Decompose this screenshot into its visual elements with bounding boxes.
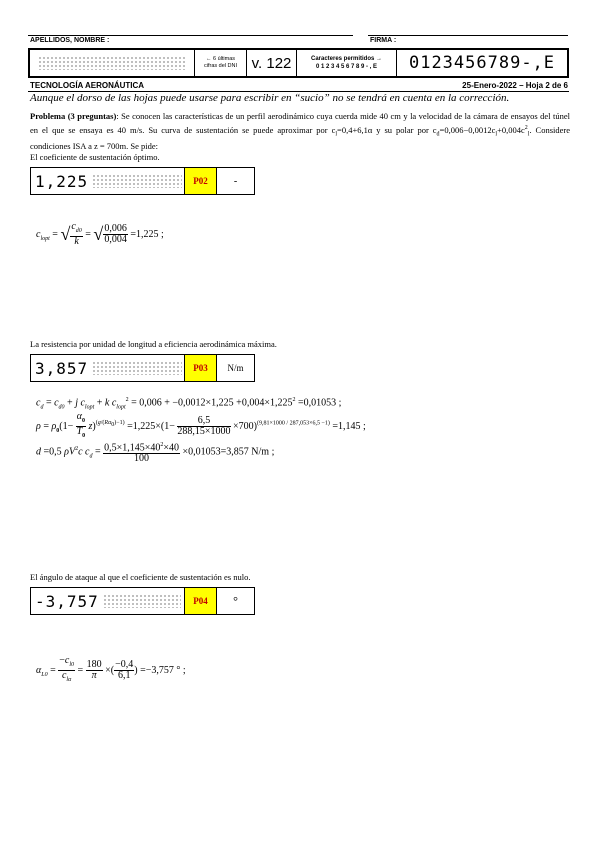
answer-value: 3,857 [35, 358, 89, 378]
answer-box [30, 354, 255, 382]
name-line [28, 35, 353, 36]
answer-value: 1,225 [35, 171, 89, 191]
answer-box [30, 587, 255, 615]
answer-unit [216, 588, 254, 614]
dni-note-line2: cifras del DNI [203, 63, 237, 69]
statement-part1: : Se conocen las características de un perfil aerodinámico cuya cuerda mide 40 cm y la velocidad de la cámara de ensayos del túnel en el que se ensaya es 40 m/s. Su curva de sustentación se puede aproximar por c [30, 111, 570, 135]
answer-input[interactable] [35, 359, 182, 377]
question-code [184, 168, 216, 194]
statement-part2: =0,4+6,1α y su polar por c [337, 124, 437, 135]
header-box [28, 48, 569, 78]
firma-label: FIRMA : [370, 37, 397, 44]
allowed-chars-list: 0 1 2 3 4 5 6 7 8 9 - , E [315, 64, 378, 70]
question-text: El coeficiente de sustentación óptimo. [30, 152, 160, 162]
question-code-text: P03 [193, 363, 208, 373]
equation-line: $c_d = c_{d0} + j$ $c_{lopt} + k$ $c_{lopt}^2 = 0,006 + -0,0012\times 1,225 +0,004\times 1,225^2 =0,01053$ ; [36, 397, 342, 411]
answer-unit-text: - [233, 175, 238, 187]
allowed-chars-display [396, 50, 567, 76]
equation-line: $c_{lopt}$ = √ $\frac{c_{d0}}{k}$ = √ $\frac{0,006}{0,004}$ =1,225 ; [36, 221, 164, 247]
question-code-text: P02 [193, 176, 208, 186]
problem-title: Problema (3 preguntas) [30, 111, 117, 121]
question-code [184, 355, 216, 381]
dni-note-line1: ← 6 últimas [205, 56, 236, 62]
answer-unit-text: ° [233, 593, 238, 608]
dni-input-boxes[interactable] [38, 56, 186, 70]
dni-note [194, 50, 246, 76]
equation-line: $\rho = \rho_0(1-$ $\frac{\alpha_0}{T_0}$ z)$^{(g/(R\alpha_0)-1)}$ =1,225×(1− $\frac{6,5}{288,15\times 1000}$ ×700)$^{(9,81\times 1000 / 287,053\times 6,5 -1)}$ =1,145 ; [36, 411, 366, 439]
answer-unit [216, 168, 254, 194]
statement-part5: . Considere condiciones ISA a z = 700m. Se pide: [30, 124, 571, 151]
allowed-chars-title: Caracteres permitidos → [310, 56, 383, 62]
answer-value: -3,757 [35, 591, 99, 611]
subject-title: TECNOLOGÍA AERONÁUTICA [30, 81, 145, 90]
notice: Aunque el dorso de las hojas puede usarse para escribir en “sucio” no se tendrá en cuenta en la corrección. [30, 92, 510, 104]
equation-line: $\alpha_{L0}$ = $\frac{-c_{l0}}{c_{l\alpha}}$ = $\frac{180}{\pi}$ ×( $\frac{-0,4}{6,1}$ ) =−3,757 ° ; [36, 655, 186, 683]
question-text: La resistencia por unidad de longitud a eficiencia aerodinámica máxima. [30, 339, 277, 349]
question-text: El ángulo de ataque al que el coeficiente de sustentación es nulo. [30, 572, 251, 582]
signature-line [368, 35, 568, 36]
answer-input[interactable] [35, 592, 181, 610]
answer-unit-text: N/m [227, 363, 244, 373]
version-text: v. 122 [251, 54, 292, 72]
date-page: 25-Enero-2022 – Hoja 2 de 6 [462, 81, 568, 90]
equation-line: d =0,5 $\rho V^2c$ $c_d$ = $\frac{0,5\times 1,145\times 40^2\times 40}{100}$ ×0,01053=3,857 N/m ; [36, 442, 275, 465]
version-label [246, 50, 296, 76]
answer-input[interactable] [35, 172, 182, 190]
answer-unit [216, 355, 254, 381]
answer-box [30, 167, 255, 195]
allowed-chars-display-text: 0123456789-,E [408, 53, 556, 73]
statement-part3: =0,006−0,0012c [439, 124, 496, 135]
question-code-text: P04 [193, 596, 208, 606]
question-code [184, 588, 216, 614]
problem-statement: Problema (3 preguntas): Se conocen las características de un perfil aerodinámico cuya cuerda mide 40 cm y la velocidad de la cámara de ensayos del túnel en el que se ensaya es 40 m/s. Su curva de sustentación se puede aproximar por $c_l=0,4+6,1\alpha$ y su polar por $c_d=0,006-0,0012c_l+0,004c^2_l$. Considere condiciones ISA a z = 700m. Se pide: [30, 111, 571, 151]
statement-part4: +0,004c [497, 124, 525, 135]
allowed-chars-note [296, 50, 396, 76]
apellidos-label: APELLIDOS, NOMBRE : [30, 37, 110, 44]
